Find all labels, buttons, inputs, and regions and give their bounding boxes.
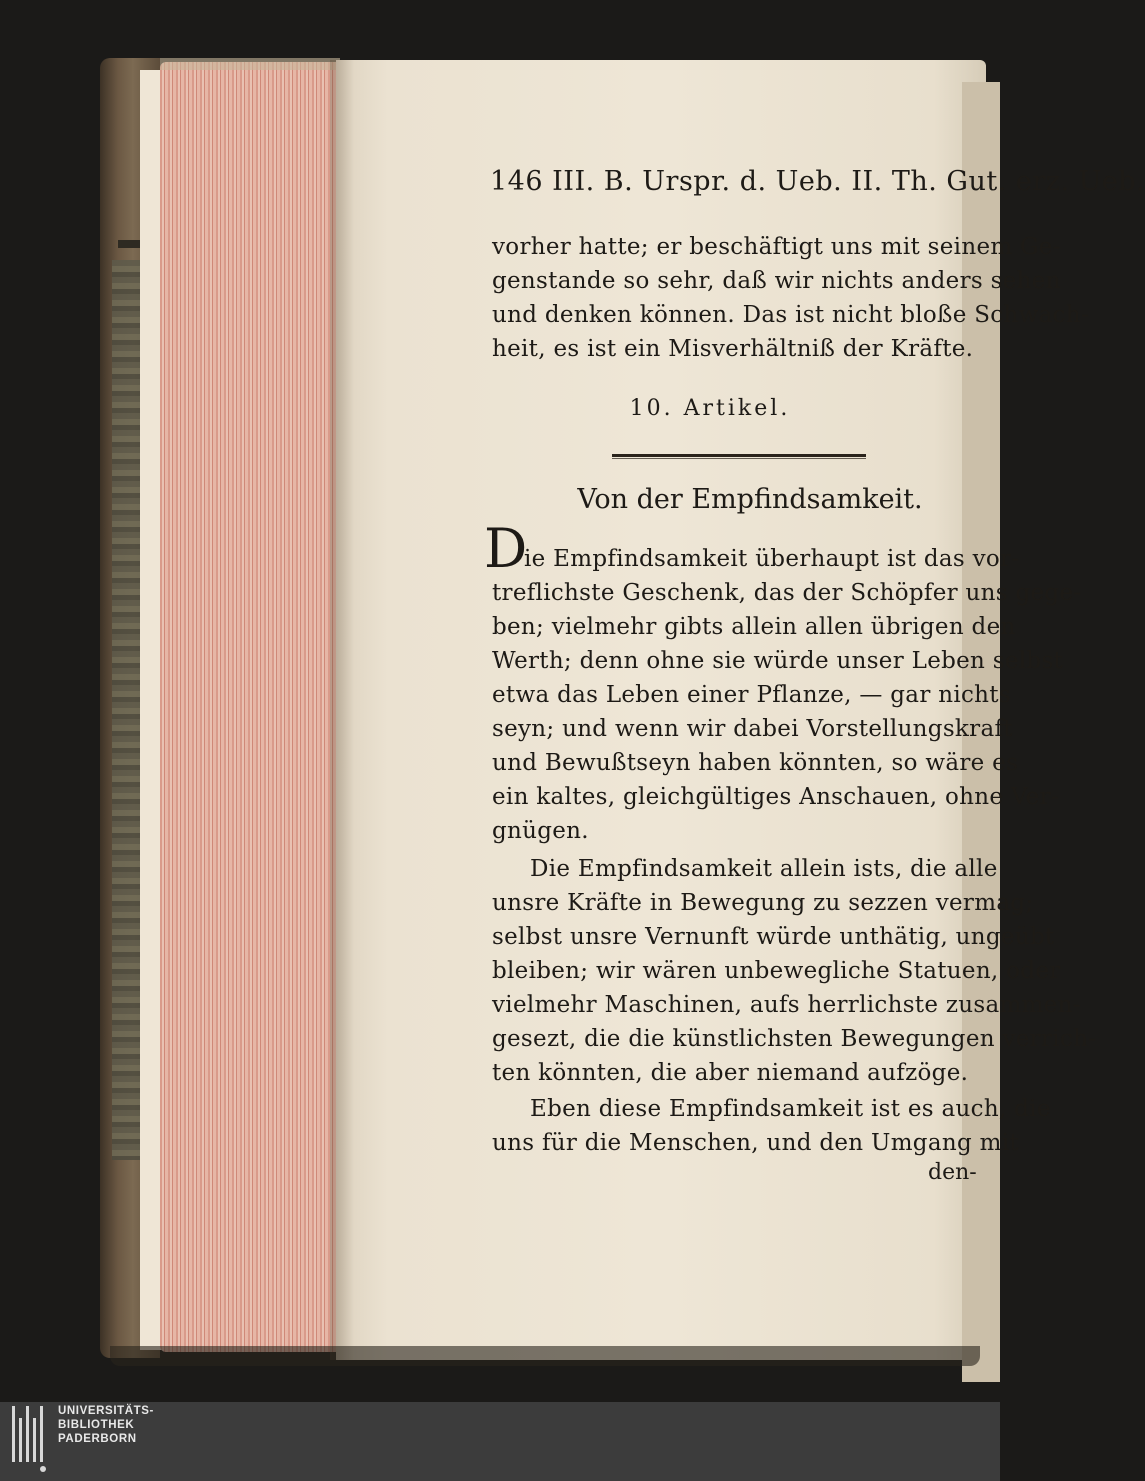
catchword: den- — [928, 1160, 977, 1185]
divider-rule — [612, 454, 866, 457]
text-line: heit, es ist ein Misverhältniß der Kräfte. — [492, 336, 974, 362]
library-name-line1: UNIVERSITÄTS- — [58, 1405, 154, 1417]
library-name-line3: PADERBORN — [58, 1433, 137, 1445]
binding-bottom — [110, 1346, 980, 1366]
text-line: genstande so sehr, daß wir nichts anders sehen — [492, 268, 1061, 294]
running-header: 146 III. B. Urspr. d. Ueb. II. Th. Gut. erz. Ueb. — [490, 166, 1145, 197]
text-line: unsre Kräfte in Bewegung zu sezzen vermag; — [492, 890, 1034, 916]
text-line: gnügen. — [492, 818, 589, 844]
red-page-edges — [160, 62, 340, 1352]
text-line: ein kaltes, gleichgültiges Anschauen, ohne Ver- — [492, 784, 1059, 810]
text-line: ben; vielmehr gibts allein allen übrigen den — [492, 614, 1016, 640]
text-line: Die Empfindsamkeit allein ists, die alle — [530, 856, 998, 882]
text-line: seyn; und wenn wir dabei Vorstellungskraft — [492, 716, 1013, 742]
text-line: Werth; denn ohne sie würde unser Leben selbst — [492, 648, 1064, 674]
text-line: Eben diese Empfindsamkeit ist es auch, die — [530, 1096, 1051, 1122]
gutter-shadow — [330, 60, 354, 1360]
section-heading: Von der Empfindsamkeit. — [577, 484, 923, 515]
library-logo-icon — [10, 1406, 50, 1476]
text-line: gesezt, die die künstlichsten Bewegungen verrich- — [492, 1026, 1097, 1052]
text-line: ie Empfindsamkeit überhaupt ist das vor- — [524, 546, 1020, 572]
text-line: etwa das Leben einer Pflanze, — gar nichts — [492, 682, 1011, 708]
divider-rule-thin — [612, 458, 866, 459]
text-line: treflichste Geschenk, das der Schöpfer uns gege- — [492, 580, 1082, 606]
text-line: und denken können. Das ist nicht bloße Schwach- — [492, 302, 1089, 328]
drop-capital: D — [484, 517, 528, 580]
text-line: bleiben; wir wären unbewegliche Statuen, oder — [492, 958, 1061, 984]
text-line: vielmehr Maschinen, aufs herrlichste zusammen- — [492, 992, 1081, 1018]
text-line: uns für die Menschen, und den Umgang mit — [492, 1130, 1019, 1156]
library-name-line2: BIBLIOTHEK — [58, 1419, 135, 1431]
text-line: ten könnten, die aber niemand aufzöge. — [492, 1060, 969, 1086]
article-label: 10. Artikel. — [629, 396, 791, 421]
text-line: und Bewußtseyn haben könnten, so wäre es — [492, 750, 1019, 776]
text-line: selbst unsre Vernunft würde unthätig, ungeübt — [492, 924, 1055, 950]
text-line: vorher hatte; er beschäftigt uns mit seinem Ge- — [492, 234, 1061, 260]
page-edge-top — [160, 58, 340, 70]
